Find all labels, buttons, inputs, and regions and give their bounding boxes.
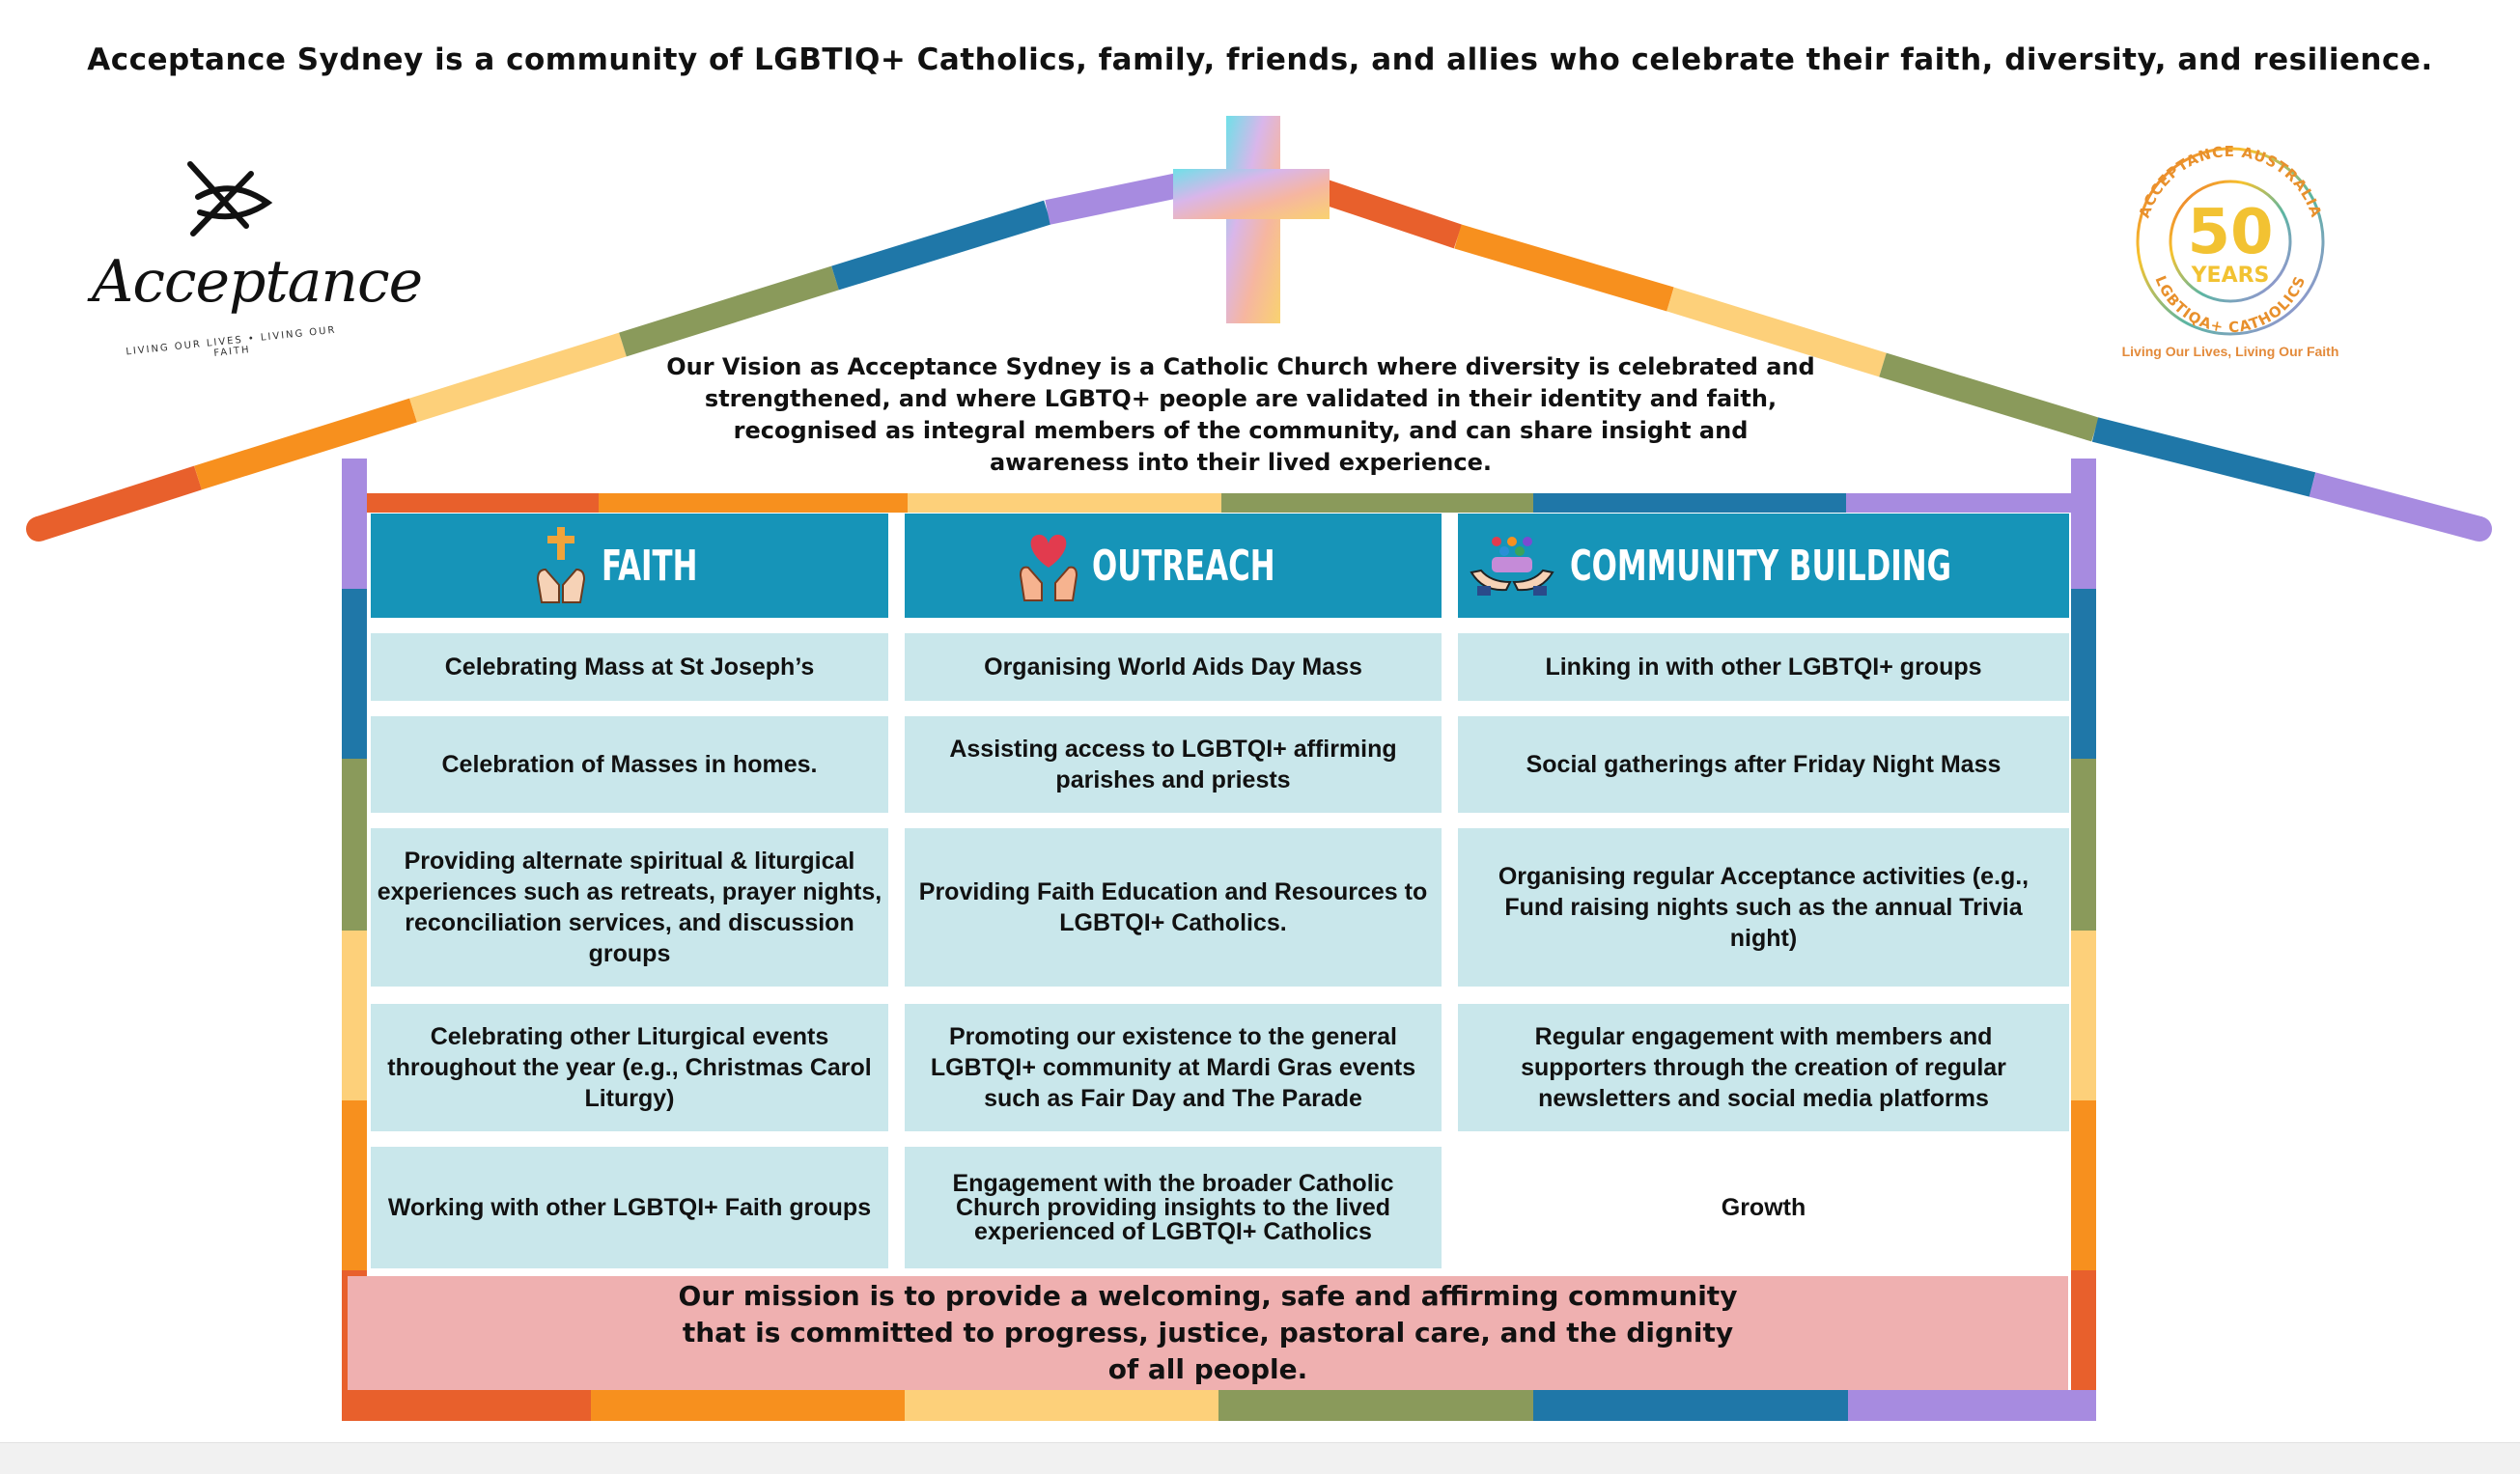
community-item: Regular engagement with members and supporters through the creation of regular newsletters and social media platforms xyxy=(1458,1004,2069,1131)
faith-item: Celebrating Mass at St Joseph’s xyxy=(371,633,888,701)
roof-segment xyxy=(623,278,835,345)
community-item: Organising regular Acceptance activities (e.g., Fund raising nights such as the annual Trivia night) xyxy=(1458,828,2069,987)
roof-segment xyxy=(198,410,413,478)
bottom-scroll-strip xyxy=(0,1442,2520,1474)
roof-segment xyxy=(413,345,623,410)
roof-segment xyxy=(2095,430,2312,485)
community-item: Growth xyxy=(1458,1147,2069,1268)
cross-icon xyxy=(1173,116,1330,323)
faith-item: Working with other LGBTQI+ Faith groups xyxy=(371,1147,888,1268)
logo-wordmark: Acceptance xyxy=(92,248,423,316)
fifty-years-badge xyxy=(2105,145,2356,376)
column-title: COMMUNITY BUILDING xyxy=(1570,541,1952,591)
badge-caption: Living Our Lives, Living Our Faith xyxy=(2121,344,2339,359)
roof-segment xyxy=(2312,485,2479,529)
fish-cross-icon xyxy=(92,156,352,253)
roof-segment xyxy=(1048,183,1188,212)
mission-statement xyxy=(348,1276,2068,1390)
outreach-item: Promoting our existence to the general LGBTQI+ community at Mardi Gras events such as Fair Day and The Parade xyxy=(905,1004,1442,1131)
community-item: Linking in with other LGBTQI+ groups xyxy=(1458,633,2069,701)
faith-item: Celebrating other Liturgical events throughout the year (e.g., Christmas Carol Liturgy) xyxy=(371,1004,888,1131)
outreach-item: Engagement with the broader Catholic Church providing insights to the lived experienced of LGBTQI+ Catholics xyxy=(905,1147,1442,1268)
faith-item: Celebration of Masses in homes. xyxy=(371,716,888,813)
badge-ring-bottom-text: LGBTIQA+ CATHOLICS xyxy=(2151,272,2310,337)
faith-item: Providing alternate spiritual & liturgical experiences such as retreats, prayer nights, reconciliation services, and discussion groups xyxy=(371,828,888,987)
roof-segment xyxy=(39,478,198,529)
people-in-hands-icon xyxy=(1468,534,1556,598)
column-header-outreach xyxy=(905,514,1442,618)
column-title: FAITH xyxy=(602,541,698,591)
badge-ring-top-text: ACCEPTANCE AUSTRALIA xyxy=(2135,145,2326,221)
column-header-community-building xyxy=(1458,514,2069,618)
logo-tagline: LIVING OUR LIVES • LIVING OUR FAITH xyxy=(125,324,337,359)
outreach-item: Organising World Aids Day Mass xyxy=(905,633,1442,701)
column-title: OUTREACH xyxy=(1092,541,1276,591)
praying-hands-cross-icon xyxy=(534,527,588,604)
community-item: Social gatherings after Friday Night Mass xyxy=(1458,716,2069,813)
outreach-item: Providing Faith Education and Resources to LGBTQI+ Catholics. xyxy=(905,828,1442,987)
column-header-faith xyxy=(371,514,888,618)
heart-in-hands-icon xyxy=(1019,529,1078,602)
outreach-item: Assisting access to LGBTQI+ affirming parishes and priests xyxy=(905,716,1442,813)
badge-number: 50 xyxy=(2187,197,2274,268)
roof-segment xyxy=(1883,365,2095,430)
acceptance-logo xyxy=(92,156,423,369)
roof-segment xyxy=(835,212,1048,278)
vision-statement: Our Vision as Acceptance Sydney is a Catholic Church where diversity is celebrated and strengthened, and where LGBTQ+ people are validated in their identity and faith, recognised as integral members of the community, and can share insight and awareness into their lived experience. xyxy=(666,353,1815,476)
mission-text: Our mission is to provide a welcoming, safe and affirming community that is committed to progress, justice, pastoral care, and the dignity of all people. xyxy=(678,1280,1738,1385)
roof-segment xyxy=(1458,236,1670,299)
badge-years: YEARS xyxy=(2191,264,2270,288)
intro-heading: Acceptance Sydney is a community of LGBTIQ+ Catholics, family, friends, and allies who celebrate their faith, diversity, and resilience. xyxy=(87,42,2433,77)
roof-segment xyxy=(1323,191,1458,236)
